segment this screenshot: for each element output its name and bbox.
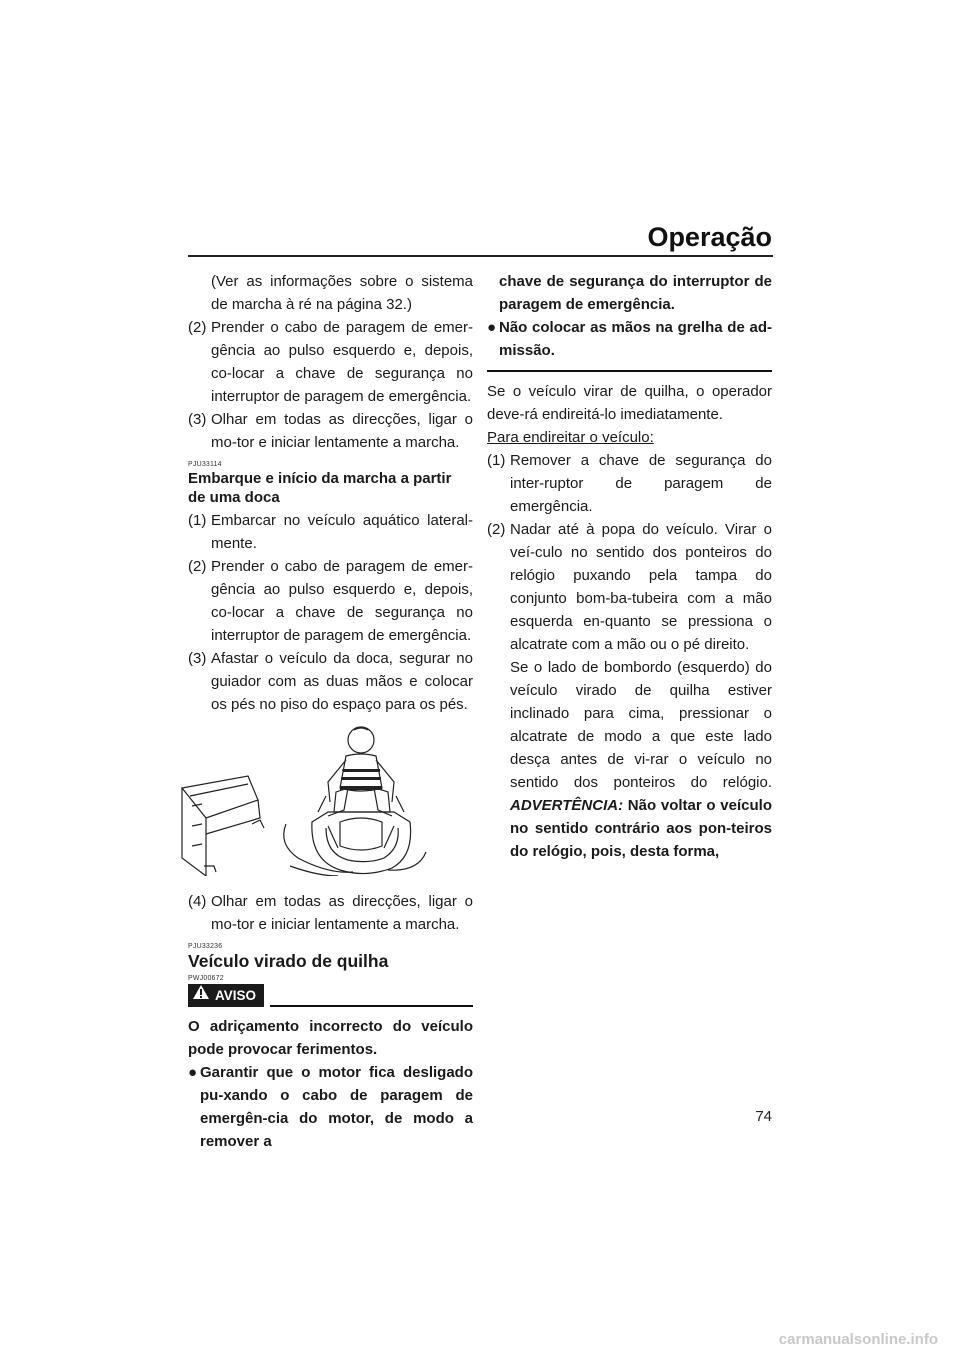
left-column [188, 270, 473, 1153]
intro-continuation: (Ver as informações sobre o sistema de marcha à ré na página 32.) [211, 273, 473, 313]
step-number: (1) [487, 452, 506, 469]
step-number: (3) [188, 650, 207, 667]
warning-triangle-icon [192, 984, 210, 1007]
inline-warning-text: Não voltar o veículo no sentido contrário aos pon-teiros do relógio, pois, desta forma, [510, 797, 772, 860]
section-code: PJU33114 [188, 461, 222, 468]
page-number: 74 [755, 1108, 772, 1125]
bullet-icon: ● [188, 1064, 198, 1081]
step-text: Prender o cabo de paragem de emer-gência ao pulso esquerdo e, depois, co-locar a chave de segurança no interruptor de paragem de emergência. [211, 558, 473, 644]
step-text: Prender o cabo de paragem de emer-gência ao pulso esquerdo e, depois, co-locar a chave de segurança no interruptor de paragem de emergência. [211, 319, 473, 405]
step-continuation-text: Se o lado de bombordo (esquerdo) do veículo virado de quilha estiver inclinado para cima, pressionar o alcatrate de modo a que este lado desça antes de vi-rar o veículo no sentido dos ponteiros do relógio. [510, 659, 772, 791]
bullet-continuation: chave de segurança do interruptor de paragem de emergência. [499, 273, 772, 313]
warning-text: O adriçamento incorrecto do veículo pode provocar ferimentos. [188, 1018, 473, 1058]
header-divider [188, 255, 773, 257]
step-number: (2) [487, 521, 506, 538]
section-heading-dock: Embarque e início da marcha a partir de uma doca [188, 470, 452, 506]
list-item [188, 316, 473, 408]
page-title: Operação [647, 222, 772, 252]
warning-badge [188, 984, 264, 1007]
watermark: carmanualsonline.info [778, 1331, 938, 1348]
step-text: Afastar o veículo da doca, segurar no guiador com as duas mãos e colocar os pés no piso do espaço para os pés. [211, 650, 473, 713]
warning-bullet [188, 1061, 473, 1153]
list-item [188, 509, 473, 555]
step-text: Nadar até à popa do veículo. Virar o veí-culo no sentido dos ponteiros do relógio puxando pela tampa do conjunto bom-ba-tubeira com a mão esquerda en-quanto se pressiona o alcatrate com a mão ou o pé direito. [510, 521, 772, 653]
right-column [487, 270, 772, 863]
warning-bullet [487, 316, 772, 362]
step-number: (2) [188, 558, 207, 575]
list-item [188, 408, 473, 454]
warning-end-rule [487, 370, 772, 372]
warning-rule [270, 1005, 473, 1007]
list-item [188, 647, 473, 716]
step-number: (3) [188, 411, 207, 428]
section-heading-capsized: Veículo virado de quilha [188, 951, 389, 971]
illustration-rider-leaving-dock [178, 726, 473, 876]
warning-label: AVISO [215, 988, 257, 1003]
subheading: Para endireitar o veículo: [487, 429, 654, 446]
step-text: Olhar em todas as direcções, ligar o mo-tor e iniciar lentamente a marcha. [211, 411, 473, 451]
step-number: (2) [188, 319, 207, 336]
step-number: (1) [188, 512, 207, 529]
bullet-text: Não colocar as mãos na grelha de ad-missão. [499, 319, 772, 359]
bullet-icon: ● [487, 319, 497, 336]
step-text: Remover a chave de segurança do inter-ruptor de paragem de emergência. [510, 452, 772, 515]
list-item [487, 449, 772, 518]
list-item [188, 555, 473, 647]
list-item [487, 518, 772, 656]
step-continuation [487, 656, 772, 863]
warning-header [188, 984, 473, 1007]
jetski-dock-illustration [178, 726, 478, 876]
warning-code: PWJ00672 [188, 975, 224, 982]
list-item [188, 890, 473, 936]
bullet-text: Garantir que o motor fica desligado pu-xando o cabo de paragem de emergên-cia do motor, de modo a remover a [200, 1064, 473, 1150]
step-text: Embarcar no veículo aquático lateral-mente. [211, 512, 473, 552]
section-code: PJU33236 [188, 943, 223, 950]
paragraph: Se o veículo virar de quilha, o operador deve-rá endireitá-lo imediatamente. [487, 383, 772, 423]
inline-warning-label: ADVERTÊNCIA: [510, 797, 624, 814]
step-number: (4) [188, 893, 207, 910]
step-text: Olhar em todas as direcções, ligar o mo-tor e iniciar lentamente a marcha. [211, 893, 473, 933]
